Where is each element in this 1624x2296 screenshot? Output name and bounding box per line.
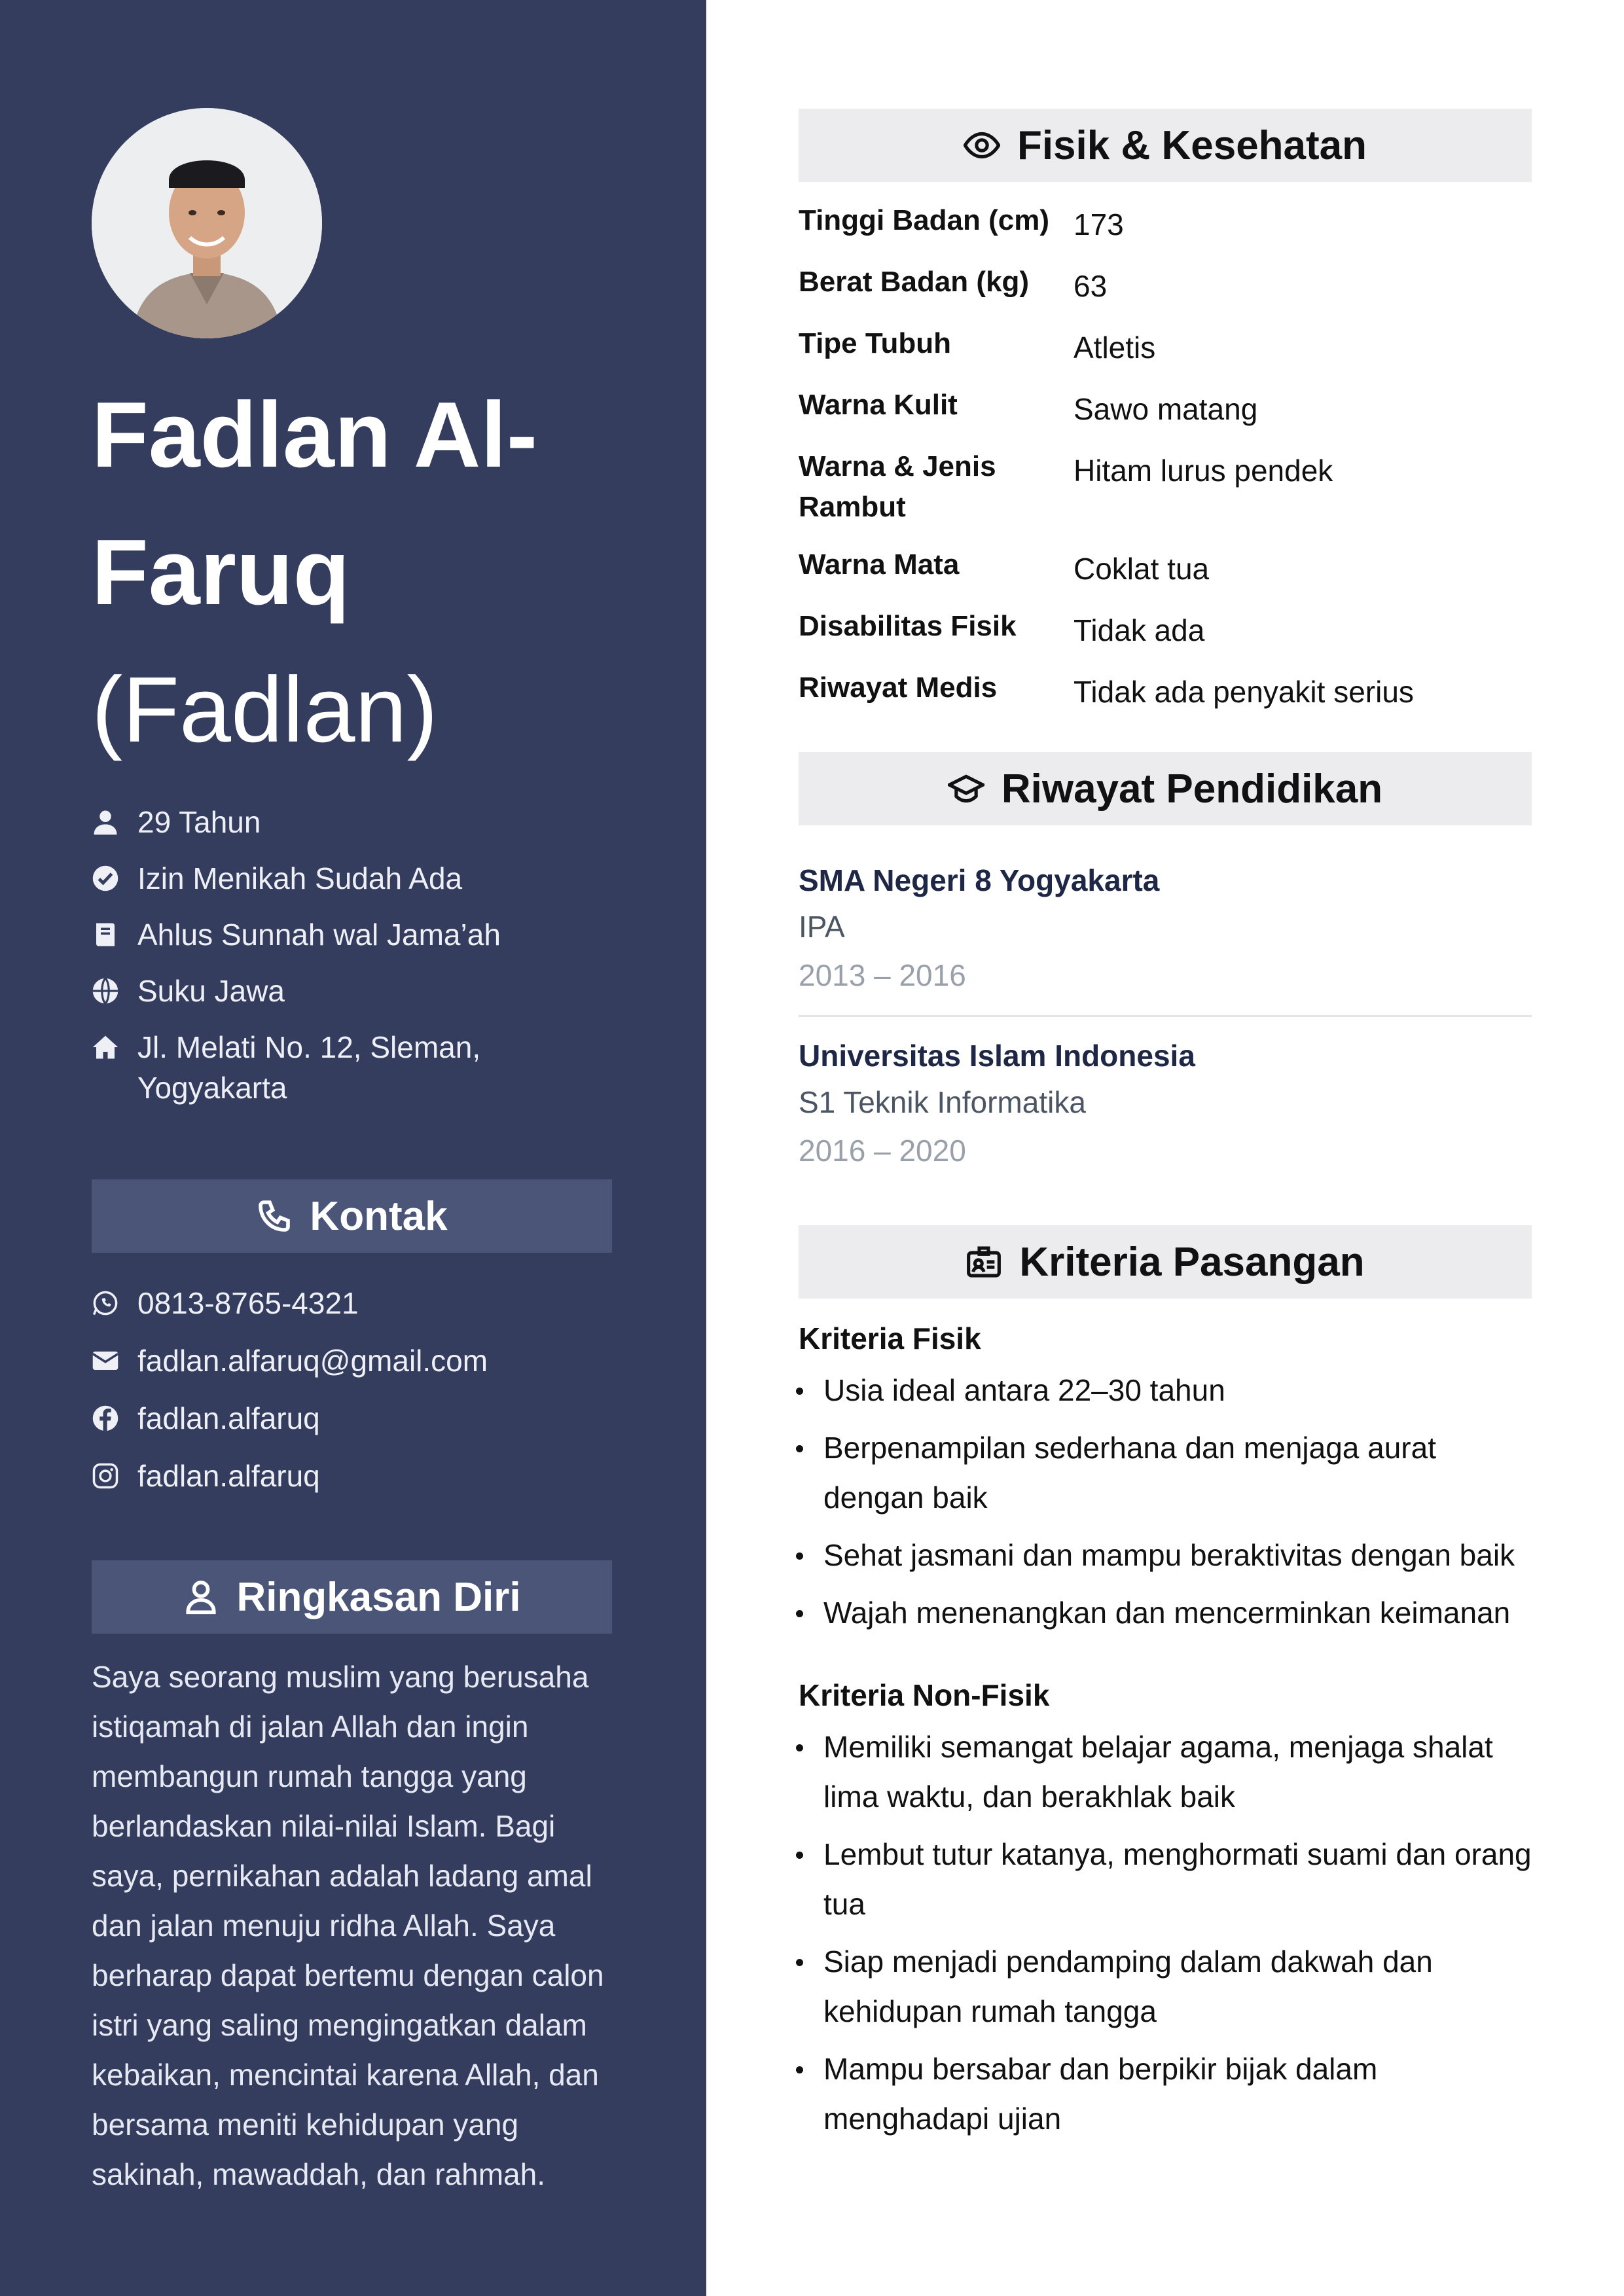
id-card-icon bbox=[965, 1244, 1002, 1280]
list-item: Usia ideal antara 22–30 tahun bbox=[799, 1365, 1538, 1415]
physical-label: Disabilitas Fisik bbox=[799, 610, 1017, 642]
phone-icon bbox=[256, 1198, 293, 1234]
facebook-icon bbox=[92, 1405, 137, 1432]
criteria-header bbox=[799, 1225, 1532, 1299]
personal-info-list bbox=[92, 802, 615, 1124]
physical-title: Fisik & Kesehatan bbox=[1017, 122, 1367, 168]
physical-label: Warna & Jenis Rambut bbox=[799, 450, 996, 523]
physical-label: Warna Kulit bbox=[799, 389, 958, 421]
physical-row bbox=[799, 385, 1532, 429]
list-item: Berpenampilan sederhana dan menjaga aurat dengan baik bbox=[799, 1423, 1538, 1522]
physical-value: 173 bbox=[1074, 207, 1124, 242]
info-ethnicity bbox=[92, 971, 615, 1011]
physical-value: Hitam lurus pendek bbox=[1074, 454, 1333, 488]
physical-label: Warna Mata bbox=[799, 548, 960, 581]
info-text: Jl. Melati No. 12, Sleman, Yogyakarta bbox=[137, 1030, 481, 1105]
physical-row bbox=[799, 262, 1532, 306]
contact-facebook[interactable] bbox=[92, 1398, 615, 1439]
summary-text: Saya seorang muslim yang berusaha istiqamah di jalan Allah dan ingin membangun rumah tangga yang berlandaskan nilai-nilai Islam. Bagi saya, pernikahan adalah ladang amal dan jalan menuju ridha Allah. Saya berharap dapat bertemu dengan calon istri yang saling mengingatkan dalam kebaikan, mencintai karena Allah, dan bersama meniti kehidupan yang sakinah, mawaddah, dan rahmah. bbox=[92, 1660, 604, 2191]
criteria-title: Kriteria Pasangan bbox=[1019, 1239, 1365, 1285]
physical-row bbox=[799, 200, 1532, 245]
education-title: Riwayat Pendidikan bbox=[1001, 766, 1383, 812]
contact-whatsapp[interactable] bbox=[92, 1283, 615, 1323]
info-text: 29 Tahun bbox=[137, 805, 261, 839]
physical-value: Atletis bbox=[1074, 331, 1156, 365]
list-item: Sehat jasmani dan mampu beraktivitas dengan baik bbox=[799, 1530, 1538, 1580]
physical-value: Coklat tua bbox=[1074, 552, 1210, 586]
education-years: 2016 – 2020 bbox=[799, 1134, 966, 1168]
physical-table bbox=[799, 200, 1532, 729]
whatsapp-icon bbox=[92, 1289, 137, 1317]
full-name: Fadlan Al-Faruq bbox=[92, 383, 538, 624]
envelope-icon bbox=[92, 1347, 137, 1374]
education-major: S1 Teknik Informatika bbox=[799, 1085, 1086, 1119]
education-header bbox=[799, 752, 1532, 825]
list-item: Siap menjadi pendamping dalam dakwah dan kehidupan rumah tangga bbox=[799, 1937, 1538, 2036]
contact-instagram[interactable] bbox=[92, 1456, 615, 1496]
contact-text: 0813-8765-4321 bbox=[137, 1286, 359, 1320]
user-outline-icon bbox=[183, 1579, 219, 1615]
book-icon bbox=[92, 914, 137, 955]
criteria-non-physical-title: Kriteria Non-Fisik bbox=[799, 1678, 1050, 1712]
criteria-non-physical-list bbox=[799, 1722, 1538, 2144]
contact-header bbox=[92, 1179, 612, 1253]
physical-value: Tidak ada penyakit serius bbox=[1074, 675, 1414, 709]
sidebar bbox=[0, 0, 706, 2296]
physical-value: Sawo matang bbox=[1074, 392, 1258, 426]
info-age bbox=[92, 802, 615, 842]
list-item: Mampu bersabar dan berpikir bijak dalam menghadapi ujian bbox=[799, 2044, 1538, 2144]
physical-label: Riwayat Medis bbox=[799, 672, 998, 704]
criteria-physical bbox=[799, 1316, 1538, 1645]
info-text: Ahlus Sunnah wal Jama’ah bbox=[137, 918, 501, 952]
physical-row bbox=[799, 446, 1532, 528]
physical-header bbox=[799, 109, 1532, 182]
nickname: (Fadlan) bbox=[92, 658, 438, 762]
education-item bbox=[799, 857, 1532, 1000]
list-item: Wajah menenangkan dan mencerminkan keimanan bbox=[799, 1588, 1538, 1638]
globe-icon bbox=[92, 971, 137, 1011]
physical-row bbox=[799, 668, 1532, 712]
list-item: Lembut tutur katanya, menghormati suami dan orang tua bbox=[799, 1829, 1538, 1929]
list-item: Memiliki semangat belajar agama, menjaga shalat lima waktu, dan berakhlak baik bbox=[799, 1722, 1538, 1821]
graduation-cap-icon bbox=[948, 770, 984, 807]
info-text: Izin Menikah Sudah Ada bbox=[137, 861, 463, 895]
physical-row bbox=[799, 606, 1532, 651]
education-school: Universitas Islam Indonesia bbox=[799, 1039, 1195, 1073]
instagram-icon bbox=[92, 1462, 137, 1490]
physical-row bbox=[799, 545, 1532, 589]
info-manhaj bbox=[92, 914, 615, 955]
criteria-physical-title: Kriteria Fisik bbox=[799, 1321, 981, 1355]
check-circle-icon bbox=[92, 858, 137, 899]
contact-email[interactable] bbox=[92, 1340, 615, 1381]
contact-text: fadlan.alfaruq bbox=[137, 1401, 320, 1435]
education-divider bbox=[799, 1015, 1532, 1017]
physical-value: Tidak ada bbox=[1074, 613, 1205, 647]
contact-title: Kontak bbox=[310, 1193, 448, 1239]
summary-title: Ringkasan Diri bbox=[236, 1574, 521, 1620]
info-address bbox=[92, 1027, 615, 1108]
info-text: Suku Jawa bbox=[137, 974, 285, 1008]
physical-value: 63 bbox=[1074, 269, 1108, 303]
education-school: SMA Negeri 8 Yogyakarta bbox=[799, 863, 1160, 897]
criteria-non-physical bbox=[799, 1672, 1538, 2151]
physical-row bbox=[799, 323, 1532, 368]
user-icon bbox=[92, 802, 137, 842]
summary-header bbox=[92, 1560, 612, 1634]
physical-label: Tinggi Badan (cm) bbox=[799, 204, 1049, 236]
criteria-physical-list bbox=[799, 1365, 1538, 1638]
contact-text: fadlan.alfaruq@gmail.com bbox=[137, 1344, 488, 1378]
eye-icon bbox=[964, 127, 1000, 164]
contact-text: fadlan.alfaruq bbox=[137, 1459, 320, 1493]
education-years: 2013 – 2016 bbox=[799, 958, 966, 992]
physical-label: Berat Badan (kg) bbox=[799, 266, 1030, 298]
contact-list bbox=[92, 1283, 615, 1513]
profile-photo-illustration bbox=[92, 108, 322, 338]
profile-photo bbox=[92, 108, 322, 338]
info-marriage-permit bbox=[92, 858, 615, 899]
physical-label: Tipe Tubuh bbox=[799, 327, 951, 359]
home-icon bbox=[92, 1027, 137, 1067]
education-item bbox=[799, 1033, 1532, 1175]
education-major: IPA bbox=[799, 910, 845, 944]
